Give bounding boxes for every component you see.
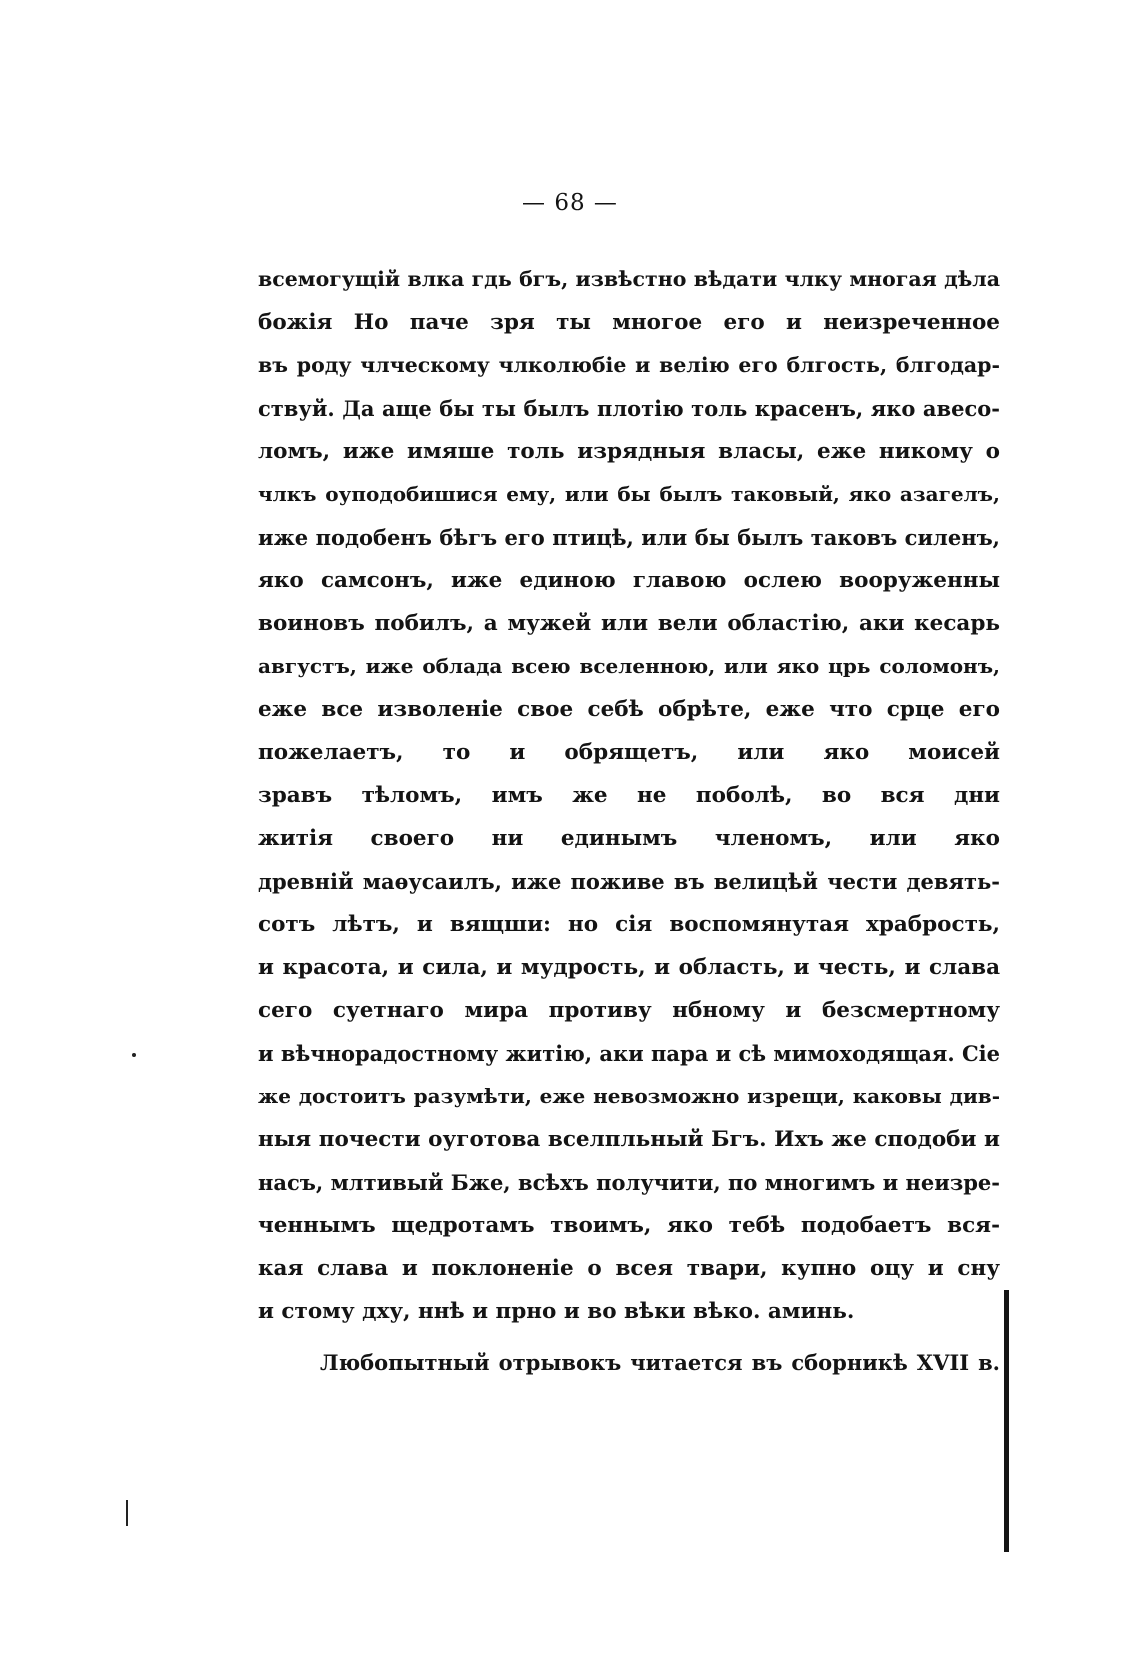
scan-speck bbox=[132, 1053, 136, 1057]
text-line: ныя почести оуготова вселпльный Бгъ. Ихъ же сподоби и bbox=[258, 1127, 1000, 1152]
text-line: въ роду члческому члколюбіе и велію его блгость, блгодар- bbox=[258, 353, 1000, 377]
text-line: ствуй. Да аще бы ты былъ плотію толь красенъ, яко авесо- bbox=[258, 396, 1000, 421]
text-line: божія Но паче зря ты многое его и неизреченное bbox=[258, 310, 1000, 335]
text-line: члкъ оуподобишися ему, или бы былъ таковый, яко азагелъ, bbox=[258, 482, 1000, 506]
text-line: ломъ, иже имяше толь изрядныя власы, еже никому о bbox=[258, 439, 1000, 464]
page-edge-shadow bbox=[1004, 1290, 1009, 1552]
text-line: и стому дху, ннѣ и прно и во вѣки вѣко. аминь. bbox=[258, 1299, 855, 1324]
text-line: яко самсонъ, иже единою главою ослею вооруженны bbox=[258, 568, 1000, 593]
text-line: августъ, иже облада всею вселенною, или яко црь соломонъ, bbox=[258, 654, 1000, 678]
text-line: и вѣчнорадостному житію, аки пара и сѣ мимоходящая. Сіе bbox=[258, 1041, 1000, 1066]
text-line: насъ, млтивый Бже, всѣхъ получити, по многимъ и неизре- bbox=[258, 1170, 1000, 1195]
text-line: же достоитъ разумѣти, еже невозможно изрещи, каковы див- bbox=[258, 1084, 1000, 1108]
text-line: ченнымъ щедротамъ твоимъ, яко тебѣ подобаетъ вся- bbox=[258, 1213, 1000, 1238]
text-line: пожелаетъ, то и обрящетъ, или яко моисей bbox=[258, 740, 1000, 765]
text-line: сотъ лѣтъ, и вящши: но сія воспомянутая храбрость, bbox=[258, 912, 1000, 937]
text-line: древній маѳусаилъ, иже поживе въ велицѣй чести девять- bbox=[258, 869, 1000, 894]
text-line: всемогущій влка гдь бгъ, извѣстно вѣдати члку многая дѣла bbox=[258, 267, 1000, 291]
closing-line: Любопытный отрывокъ читается въ сборникѣ XVII в. bbox=[320, 1350, 1000, 1375]
text-line: воиновъ побилъ, а мужей или вели областію, аки кесарь bbox=[258, 611, 1000, 636]
text-line: зравъ тѣломъ, имъ же не поболѣ, во вся дни bbox=[258, 783, 1000, 808]
body-text bbox=[258, 258, 1000, 1384]
text-line: кая слава и поклоненіе о всея твари, купно оцу и сну bbox=[258, 1256, 1000, 1281]
page-number: — 68 — bbox=[522, 190, 618, 216]
text-line: иже подобенъ бѣгъ его птицѣ, или бы былъ таковъ силенъ, bbox=[258, 525, 1000, 550]
text-line: житія своего ни единымъ членомъ, или яко bbox=[258, 826, 1000, 851]
text-line: еже все изволеніе свое себѣ обрѣте, еже что срце его bbox=[258, 697, 1000, 722]
text-line: и красота, и сила, и мудрость, и область, и честь, и слава bbox=[258, 955, 1000, 980]
text-line: сего суетнаго мира противу нбному и безсмертному bbox=[258, 998, 1000, 1023]
scan-speck bbox=[126, 1500, 128, 1526]
